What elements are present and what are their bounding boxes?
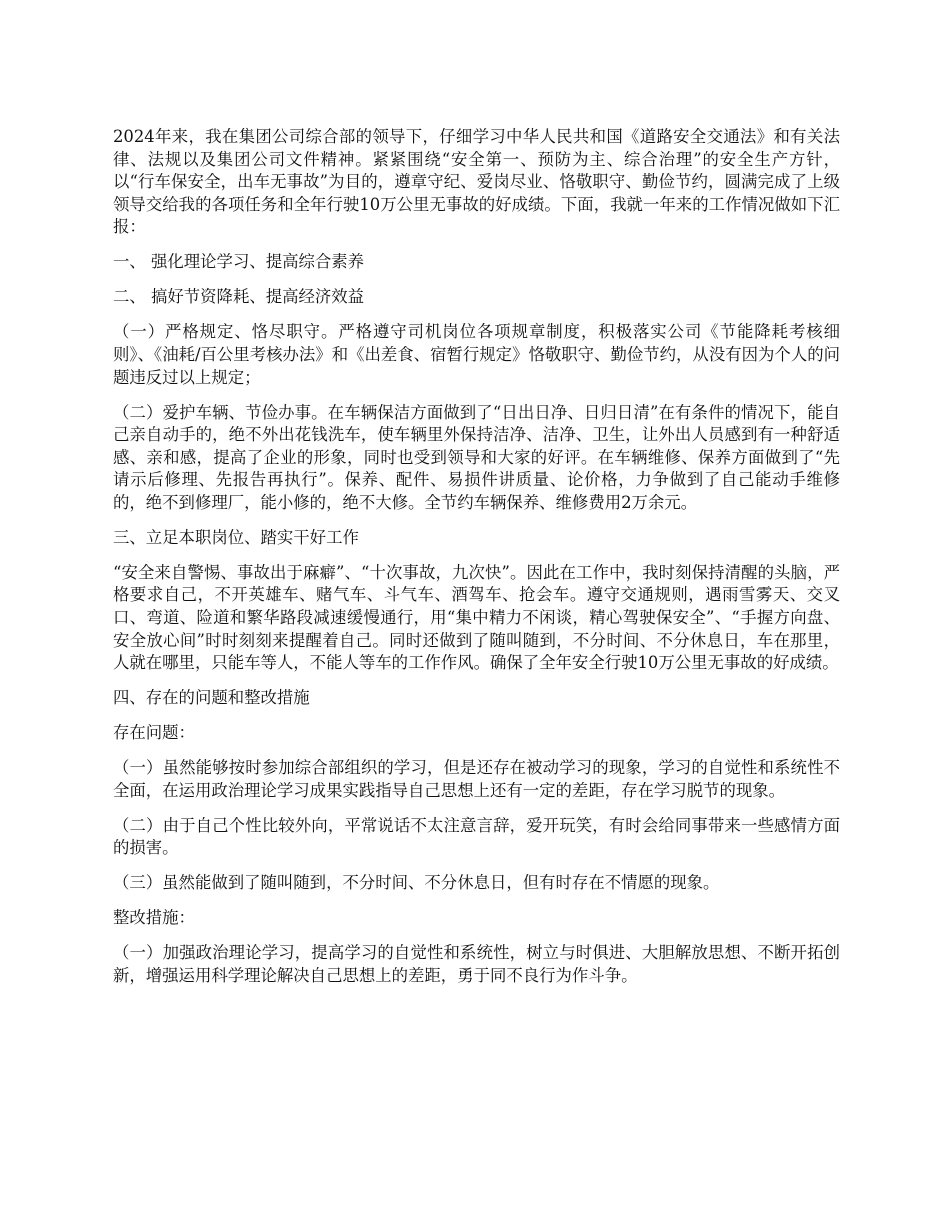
problem-item-2: （二）由于自己个性比较外向，平常说话不太注意言辞，爱开玩笑，有时会给同事带来一些感情方面的损害。 — [113, 815, 840, 858]
paragraph-safety: “安全来自警惕、事故出于麻癖”、“十次事故，九次快”。因此在工作中，我时刻保持清醒的头脑，严格要求自己，不开英雄车、赌气车、斗气车、酒驾车、抢会车。遵守交通规则，遇雨雪雾天、交叉口、弯道、险道和繁华路段减速缓慢通行，用“集中精力不闲谈，精心驾驶保安全”、“手握方向盘、安全放心间”时时刻刻来提醒着自己。同时还做到了随叫随到，不分时间、不分休息日，车在那里，人就在哪里，只能车等人，不能人等车的工作作风。确保了全年安全行驶10万公里无事故的好成绩。 — [113, 562, 840, 673]
section-heading-4: 四、存在的问题和整改措施 — [113, 688, 310, 708]
paragraph-strict-rules: （一）严格规定、恪尽职守。严格遵守司机岗位各项规章制度，积极落实公司《节能降耗考核细则》、《油耗/百公里考核办法》和《出差食、宿暂行规定》恪敬职守、勤俭节约，从没有因为个人的问题违反过以上规定； — [113, 322, 840, 387]
problem-item-1: （一）虽然能够按时参加综合部组织的学习，但是还存在被动学习的现象，学习的自觉性和系统性不全面，在运用政治理论学习成果实践指导自己思想上还有一定的差距，存在学习脱节的现象。 — [113, 758, 840, 800]
section-heading-3: 三、立足本职岗位、踏实干好工作 — [113, 527, 359, 547]
subheading-measures: 整改措施： — [113, 908, 195, 928]
problem-item-3: （三）虽然能做到了随叫随到，不分时间、不分休息日，但有时存在不情愿的现象。 — [113, 873, 720, 893]
document-body — [113, 126, 840, 1000]
intro-paragraph: 2024年来，我在集团公司综合部的领导下，仔细学习中华人民共和国《道路安全交通法》和有关法律、法规以及集团公司文件精神。紧紧围绕“安全第一、预防为主、综合治理”的安全生产方针，以“行车保安全，出车无事故”为目的，遵章守纪、爱岗尽业、恪敬职守、勤俭节约，圆满完成了上级领导交给我的各项任务和全年行驶10万公里无事故的好成绩。下面，我就一年来的工作情况做如下汇报： — [113, 127, 840, 237]
subheading-problems: 存在问题： — [113, 723, 195, 743]
section-heading-2: 二、 搞好节资降耗、提高经济效益 — [113, 287, 365, 307]
section-heading-1: 一、 强化理论学习、提高综合素养 — [113, 252, 365, 272]
paragraph-vehicle-care: （二）爱护车辆、节俭办事。在车辆保洁方面做到了“日出日净、日归日清”在有条件的情况下，能自己亲自动手的，绝不外出花钱洗车，使车辆里外保持洁净、洁净、卫生，让外出人员感到有一种舒适感、亲和感，提高了企业的形象，同时也受到领导和大家的好评。在车辆维修、保养方面做到了“先请示后修理、先报告再执行”。保养、配件、易损件讲质量、论价格，力争做到了自己能动手维修的，绝不到修理厂，能小修的，绝不大修。全节约车辆保养、维修费用2万余元。 — [113, 402, 840, 512]
measure-item-1: （一）加强政治理论学习，提高学习的自觉性和系统性，树立与时俱进、大胆解放思想、不断开拓创新，增强运用科学理论解决自己思想上的差距，勇于同不良行为作斗争。 — [113, 943, 840, 985]
